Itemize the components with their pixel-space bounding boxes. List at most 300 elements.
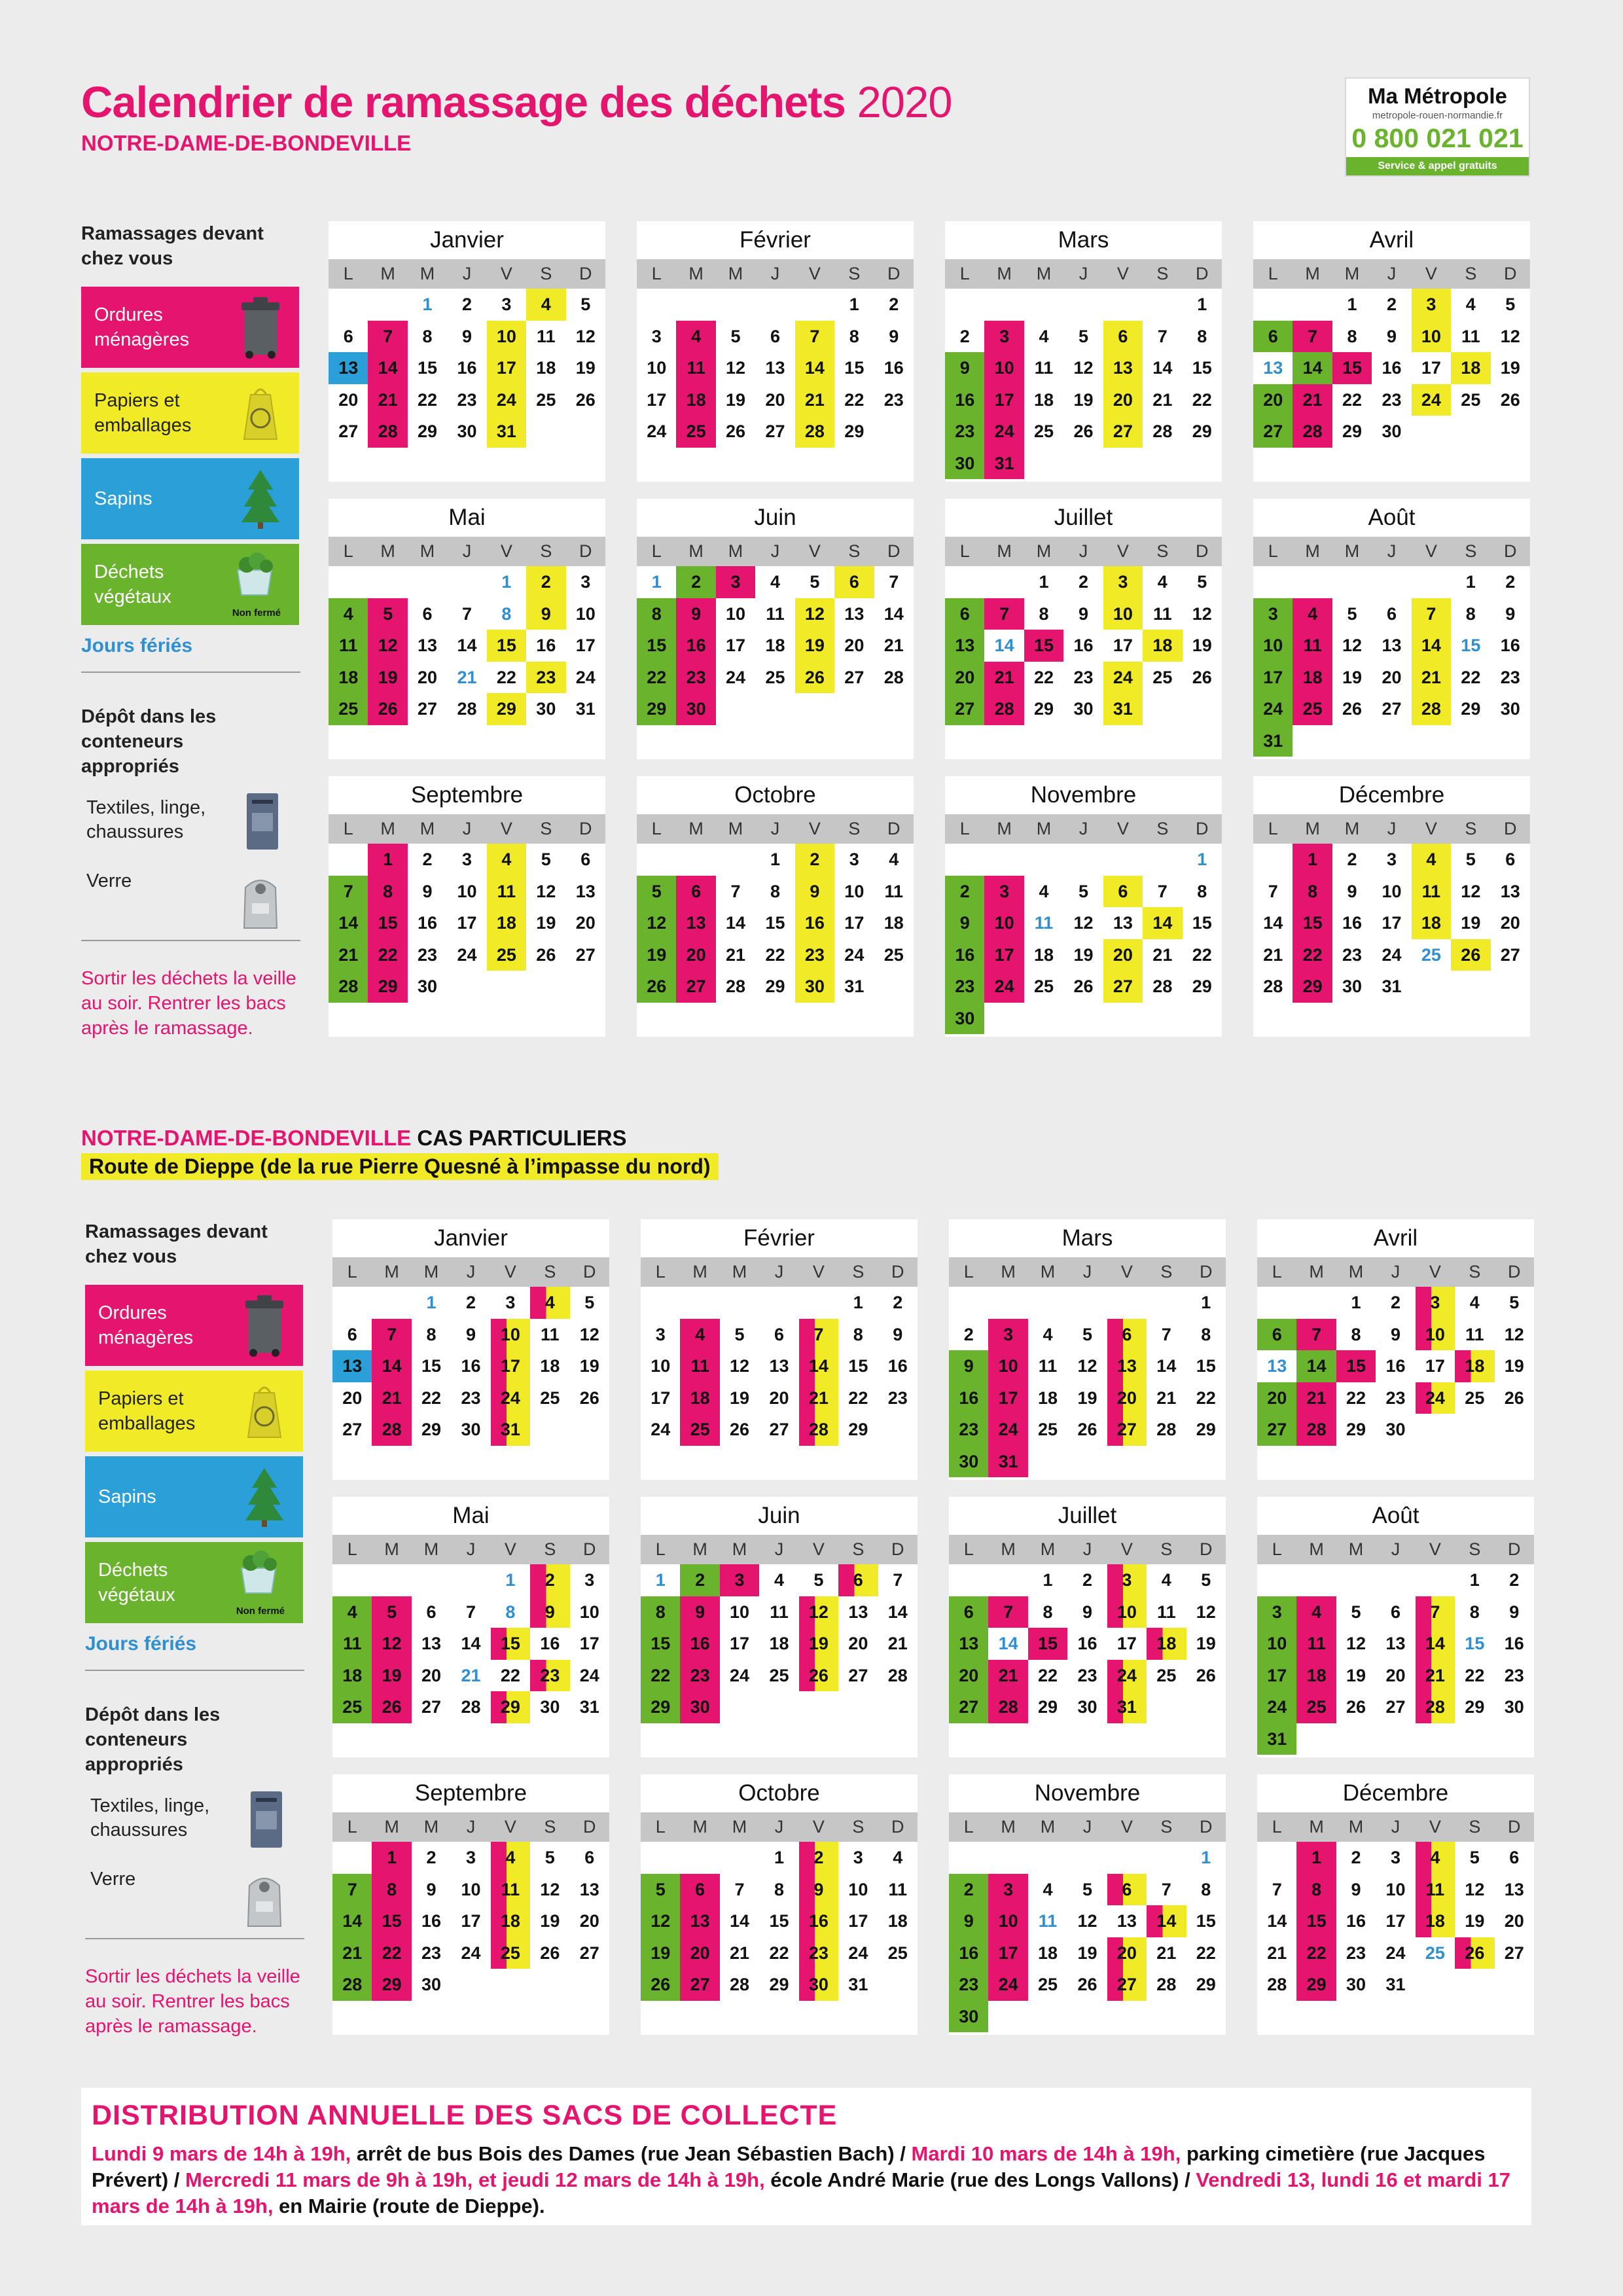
day-cell: 29 [1293,971,1332,1003]
day-cell: 26 [1073,422,1094,441]
day-cell: 22 [1296,1937,1336,1969]
weekday-label: V [500,541,512,561]
cas-particuliers-title: NOTRE-DAME-DE-BONDEVILLE CAS PARTICULIERS [81,1126,627,1150]
green-waste-icon [228,550,281,596]
week-row [637,693,914,725]
day-cell: 21 [1156,1943,1177,1963]
weekday-label: V [808,264,821,283]
week-row [1257,1596,1534,1628]
day-cell: 28 [1293,416,1332,448]
empty-cell [332,1564,372,1596]
day-cell: 14 [1156,1356,1177,1376]
month-name: Janvier [430,227,504,253]
day-cell: 13 [1504,1879,1524,1899]
week-row [637,598,914,630]
empty-cell [1491,971,1530,1003]
weekday-header [329,259,605,289]
weekday-label: M [728,264,743,283]
day-cell: 6 [949,1596,988,1628]
week-row [949,1446,1226,1478]
day-cell: 19 [637,939,676,971]
day-cell: 17 [984,939,1024,971]
weekday-label: S [1465,819,1477,838]
legend-heading: Ramassages devant chez vous [85,1221,268,1267]
day-cell: 3 [720,1564,759,1596]
day-cell: 21 [1152,389,1173,410]
day-cell: 13 [1103,352,1143,384]
day-cell: 12 [575,326,596,346]
day-cell: 30 [1077,1697,1097,1717]
day-cell: 2 [889,295,899,314]
day-cell: 25 [1425,1943,1445,1963]
month-name: Juin [758,1503,800,1528]
empty-cell [720,1842,759,1874]
day-cell: 5 [813,1570,824,1590]
weekday-header [329,537,605,566]
day-cell: 15 [1461,636,1481,655]
empty-cell [988,1287,1027,1319]
weekday-label: J [1391,1262,1400,1282]
day-cell: 21 [1416,1660,1455,1692]
week-row [1253,876,1530,908]
day-cell: 10 [1107,1596,1147,1628]
legend-vegetaux [81,544,299,625]
logo-name: Ma Métropole [1368,84,1507,108]
day-cell: 9 [422,881,433,901]
empty-cell [949,1287,988,1319]
empty-cell [988,1842,1027,1874]
day-cell: 26 [1192,667,1212,687]
day-cell: 15 [641,1628,680,1660]
fir-tree-icon [244,1465,285,1528]
day-cell: 14 [1267,1911,1287,1931]
weekday-label: M [423,1817,439,1837]
day-cell: 19 [1073,389,1094,410]
empty-cell [676,289,715,321]
day-cell: 28 [1152,977,1173,996]
day-cell: 21 [726,944,746,965]
empty-cell [1416,1414,1455,1446]
empty-cell [1107,1842,1147,1874]
day-cell: 25 [1461,389,1481,410]
week-row [641,1350,918,1382]
day-cell: 4 [1465,295,1476,314]
day-cell: 10 [1385,1879,1406,1899]
day-cell: 14 [887,1602,908,1622]
day-cell: 18 [1143,630,1182,662]
day-cell: 23 [949,1969,988,2001]
day-cell: 5 [734,1324,745,1344]
weekday-label: M [1036,264,1052,283]
empty-cell [412,1564,451,1596]
day-cell: 3 [984,876,1024,908]
month-name: Septembre [410,782,524,808]
empty-cell [1451,416,1490,448]
day-cell: 14 [1293,352,1332,384]
weekday-label: D [582,1262,596,1282]
empty-cell [491,1969,530,2001]
day-cell: 17 [1382,913,1402,933]
depot-heading: Dépôt dans les conteneurs appropriés [85,1704,221,1775]
day-cell: 26 [1342,699,1363,719]
depot-textiles: Textiles, linge, chaussures [90,1795,210,1840]
day-cell: 29 [769,1975,789,1994]
week-row [329,416,605,448]
day-cell: 29 [848,1420,868,1439]
day-cell: 6 [1103,876,1143,908]
day-cell: 4 [889,850,899,869]
day-cell: 9 [893,1324,903,1344]
empty-cell [1028,1287,1067,1319]
day-cell: 13 [676,907,715,939]
day-cell: 29 [641,1691,680,1723]
empty-cell [1024,1003,1063,1035]
day-cell: 2 [959,326,970,346]
week-row [949,1287,1226,1319]
day-cell: 16 [418,913,438,933]
day-cell: 5 [1082,1324,1092,1344]
empty-cell [874,693,914,725]
day-cell: 31 [988,1446,1027,1478]
day-cell: 21 [1263,944,1283,965]
empty-cell [834,693,874,725]
day-cell: 12 [726,358,746,378]
empty-cell [1412,566,1451,598]
day-cell: 23 [1077,1665,1097,1685]
day-cell: 2 [893,1293,903,1312]
cas-particuliers-subtitle: Route de Dieppe (de la rue Pierre Quesné à l’impasse du nord) [81,1153,719,1180]
day-cell: 8 [1469,1602,1480,1622]
legend-label: Papiers et emballages [98,1388,196,1434]
weekday-label: D [1503,819,1517,838]
empty-cell [526,971,565,1003]
empty-cell [874,416,914,448]
weekday-label: M [423,1262,439,1282]
weekday-label: S [1156,264,1169,283]
legend-label: Sapins [94,488,152,509]
day-cell: 23 [1073,667,1094,687]
empty-cell [720,1287,759,1319]
day-cell: 2 [426,1848,437,1867]
month-name: Septembre [414,1780,527,1806]
day-cell: 25 [1034,977,1054,996]
weekday-label: V [1429,1539,1441,1559]
weekday-label: S [1160,1817,1173,1837]
day-cell: 2 [949,1874,988,1906]
day-cell: 28 [461,1697,481,1717]
weekday-label: M [380,264,395,283]
empty-cell [1147,1842,1186,1874]
empty-cell [838,1691,878,1723]
weekday-label: D [1503,541,1517,561]
day-cell: 22 [637,662,676,694]
empty-cell [1336,1564,1376,1596]
day-cell: 25 [491,1937,530,1969]
week-row [641,1691,918,1723]
day-cell: 28 [457,699,477,719]
day-cell: 12 [540,1879,560,1899]
empty-cell [1253,289,1293,321]
logo-phone: 0 800 021 021 [1351,123,1524,153]
day-cell: 20 [1504,1911,1524,1931]
day-cell: 21 [457,667,477,687]
weekday-label: D [891,1539,904,1559]
day-cell: 5 [1082,1879,1092,1899]
month-name: Août [1368,505,1416,530]
week-row [1253,630,1530,662]
day-cell: 27 [338,422,359,441]
day-cell: 16 [945,939,984,971]
day-cell: 14 [730,1911,750,1931]
day-cell: 30 [1382,422,1402,441]
day-cell: 12 [579,1324,599,1344]
day-cell: 18 [883,913,904,933]
week-row [1253,321,1530,353]
day-cell: 30 [1342,977,1363,996]
empty-cell [945,289,984,321]
day-cell: 23 [945,416,984,448]
weekday-label: J [774,1539,784,1559]
day-cell: 29 [1461,699,1481,719]
day-cell: 18 [1038,1388,1058,1408]
day-cell: 30 [949,2001,988,2033]
day-cell: 24 [984,971,1024,1003]
empty-cell [1296,1287,1336,1319]
day-cell: 1 [1351,1293,1361,1312]
month-décembre [1253,776,1530,1037]
weekday-label: L [1272,1262,1282,1282]
day-cell: 13 [844,603,865,624]
day-cell: 4 [1039,326,1049,346]
day-cell: 4 [770,572,780,592]
day-cell: 27 [579,1943,599,1963]
empty-cell [1455,1969,1494,2001]
day-cell: 22 [500,1665,520,1685]
empty-cell [1253,844,1293,876]
month-name: Novembre [1034,1780,1141,1806]
weekday-label: L [651,264,662,283]
page-title: Calendrier de ramassage des déchets 2020 [81,78,952,127]
day-cell: 8 [853,1324,863,1344]
day-cell: 6 [680,1874,719,1906]
trash-bin-icon [240,296,281,359]
day-cell: 13 [1500,881,1520,901]
day-cell: 19 [1346,1665,1366,1685]
day-cell: 16 [945,384,984,416]
depot-heading: Dépôt dans les conteneurs appropriés [81,706,217,777]
weekday-label: V [1116,819,1129,838]
week-row [1257,1628,1534,1660]
day-cell: 9 [945,352,984,384]
day-cell: 15 [368,907,407,939]
day-cell: 7 [1416,1596,1455,1628]
day-cell: 14 [461,1634,481,1653]
day-cell: 16 [949,1382,988,1414]
day-cell: 12 [637,907,676,939]
weekday-header [332,1535,609,1564]
empty-cell [530,1414,569,1446]
legend-papiers [85,1371,303,1452]
day-cell: 9 [526,598,565,630]
day-cell: 17 [487,352,526,384]
day-cell: 22 [1346,1388,1366,1408]
week-row [1257,1842,1534,1874]
week-row [332,1319,609,1351]
day-cell: 7 [730,881,741,901]
empty-cell [1107,1446,1147,1478]
day-cell: 22 [1461,667,1481,687]
day-cell: 20 [844,636,865,655]
week-row [641,1660,918,1692]
day-cell: 18 [487,907,526,939]
day-cell: 26 [641,1969,680,2001]
empty-cell [720,1691,759,1723]
day-cell: 22 [368,939,407,971]
day-cell: 23 [457,389,477,410]
day-cell: 3 [584,1570,595,1590]
empty-cell [1143,448,1182,480]
week-row [329,939,605,971]
day-cell: 23 [530,1660,569,1692]
day-cell: 19 [641,1937,680,1969]
distribution-title: DISTRIBUTION ANNUELLE DES SACS DE COLLECTE [92,2100,838,2131]
day-cell: 8 [1201,1324,1211,1344]
month-name: Août [1372,1503,1419,1528]
empty-cell [1147,1287,1186,1319]
week-row [1257,1905,1534,1937]
weekday-label: L [1268,541,1278,561]
day-cell: 19 [540,1911,560,1931]
day-cell: 25 [887,1943,908,1963]
day-cell: 5 [810,572,820,592]
recycling-bag-icon [240,382,281,444]
day-cell: 17 [848,1911,868,1931]
weekday-label: V [1116,264,1129,283]
day-cell: 15 [637,630,676,662]
weekday-label: L [655,1262,666,1282]
day-cell: 10 [988,1905,1027,1937]
day-cell: 4 [893,1848,903,1867]
day-cell: 17 [984,384,1024,416]
day-cell: 31 [575,699,596,719]
weekday-label: M [1348,1817,1364,1837]
weekday-label: D [1195,819,1209,838]
day-cell: 16 [1500,636,1520,655]
day-cell: 10 [1103,598,1143,630]
weekday-header [949,1812,1226,1842]
week-row [332,1564,609,1596]
day-cell: 23 [1504,1665,1524,1685]
legend-label: Sapins [98,1486,156,1507]
day-cell: 6 [774,1324,784,1344]
day-cell: 29 [372,1969,411,2001]
day-cell: 14 [883,603,904,624]
weekday-label: S [1160,1539,1173,1559]
empty-cell [487,971,526,1003]
day-cell: 21 [988,1660,1027,1692]
weekday-header [641,1257,918,1287]
metropole-logo [1345,77,1530,177]
day-cell: 5 [637,876,676,908]
day-cell: 28 [1412,693,1451,725]
week-row [637,416,914,448]
month-janvier [329,221,605,482]
day-cell: 11 [680,1350,719,1382]
day-cell: 25 [1465,1388,1485,1408]
day-cell: 22 [848,1388,868,1408]
weekday-header [332,1812,609,1842]
day-cell: 26 [1455,1937,1494,1969]
weekday-label: S [1465,541,1477,561]
weekday-label: M [688,819,704,838]
day-cell: 19 [730,1388,750,1408]
day-cell: 30 [795,971,834,1003]
day-cell: 28 [799,1414,838,1446]
legend-label: Déchets végétaux [94,562,171,607]
day-cell: 18 [769,1634,789,1653]
empty-cell [799,1287,838,1319]
weekday-header [641,1812,918,1842]
week-row [1253,662,1530,694]
weekday-label: L [1272,1817,1282,1837]
day-cell: 20 [575,913,596,933]
day-cell: 20 [1385,1665,1406,1685]
day-cell: 12 [1073,358,1094,378]
day-cell: 19 [1342,667,1363,687]
day-cell: 29 [1196,1975,1216,1994]
day-cell: 11 [1034,358,1054,378]
day-cell: 25 [1156,1665,1177,1685]
month-février [641,1219,918,1480]
day-cell: 10 [487,321,526,353]
day-cell: 4 [1412,844,1451,876]
day-cell: 11 [1038,1911,1058,1931]
day-cell: 24 [487,384,526,416]
weekday-label: L [655,1539,666,1559]
day-cell: 8 [770,881,780,901]
day-cell: 19 [1461,913,1481,933]
empty-cell [637,844,676,876]
day-cell: 24 [984,416,1024,448]
day-cell: 11 [541,1324,560,1344]
day-cell: 29 [1192,977,1212,996]
day-cell: 24 [461,1943,481,1963]
day-cell: 12 [795,598,834,630]
day-cell: 12 [1461,881,1481,901]
day-cell: 13 [1116,1911,1137,1931]
empty-cell [984,844,1024,876]
month-septembre [329,776,605,1037]
day-cell: 22 [496,667,516,687]
day-cell: 10 [984,907,1024,939]
day-cell: 13 [579,1879,599,1899]
day-cell: 14 [998,1634,1018,1653]
week-row [637,321,914,353]
distribution-box [81,2088,1531,2225]
week-row [641,1596,918,1628]
day-cell: 24 [848,1943,868,1963]
weekday-label: M [1040,1817,1056,1837]
day-cell: 4 [1043,1324,1053,1344]
day-cell: 14 [799,1350,838,1382]
day-cell: 12 [1077,1356,1097,1376]
month-juin [637,499,914,759]
week-row [332,1596,609,1628]
day-cell: 29 [1296,1969,1336,2001]
day-cell: 2 [1505,572,1516,592]
day-cell: 27 [1504,1943,1524,1963]
distribution-date: Lundi 9 mars de 14h à 19h, [92,2142,351,2165]
